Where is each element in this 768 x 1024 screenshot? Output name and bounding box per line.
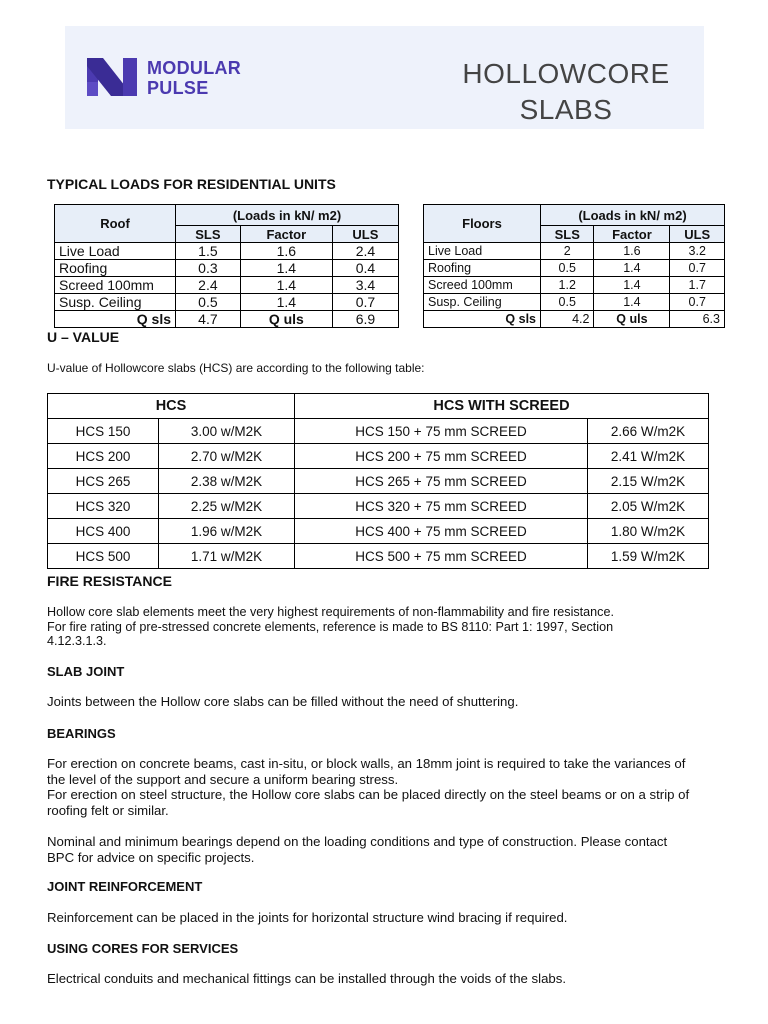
hcs-type: HCS 400 — [48, 519, 159, 544]
sls-value: 1.2 — [541, 277, 594, 294]
table-row — [48, 519, 709, 544]
row-label: Screed 100mm — [55, 277, 176, 294]
uls-value: 0.7 — [670, 260, 725, 277]
q-sls-value: 4.7 — [176, 311, 241, 328]
col-hcs: HCS — [48, 394, 295, 419]
roof-col-uls: ULS — [332, 226, 398, 243]
hcs-u-value: 2.70 w/M2K — [159, 444, 295, 469]
uls-value: 3.2 — [670, 243, 725, 260]
brand-line-2: PULSE — [147, 78, 209, 98]
table-row — [424, 294, 725, 311]
fire-line-1: Hollow core slab elements meet the very highest requirements of non-flammability and fire resistance. — [47, 605, 614, 619]
uls-value: 1.7 — [670, 277, 725, 294]
table-row — [48, 494, 709, 519]
factor-value: 1.6 — [240, 243, 332, 260]
screed-u-value: 2.15 W/m2K — [588, 469, 709, 494]
uls-value: 0.7 — [670, 294, 725, 311]
bearings-para-2: For erection on steel structure, the Hollow core slabs can be placed directly on the steel beams or on a strip of roofing felt or similar. — [47, 787, 690, 818]
table-row — [48, 469, 709, 494]
table-row — [424, 260, 725, 277]
screed-type: HCS 265 + 75 mm SCREED — [295, 469, 588, 494]
fire-line-2: For fire rating of pre-stressed concrete elements, reference is made to BS 8110: Part 1: 1997, Section 4.12.3.1.3. — [47, 619, 614, 648]
fire-resistance-text — [47, 605, 727, 649]
row-label: Roofing — [55, 260, 176, 277]
roof-loads-table — [54, 204, 399, 328]
sls-value: 2.4 — [176, 277, 241, 294]
row-label: Live Load — [55, 243, 176, 260]
row-label: Roofing — [424, 260, 541, 277]
q-sls-label: Q sls — [424, 311, 541, 328]
uls-value: 0.4 — [332, 260, 398, 277]
factor-value: 1.6 — [594, 243, 670, 260]
screed-type: HCS 320 + 75 mm SCREED — [295, 494, 588, 519]
row-label: Live Load — [424, 243, 541, 260]
title-line-2: SLABS — [519, 94, 613, 125]
q-uls-label: Q uls — [594, 311, 670, 328]
q-sls-value: 4.2 — [541, 311, 594, 328]
factor-value: 1.4 — [594, 277, 670, 294]
roof-col-sls: SLS — [176, 226, 241, 243]
u-value-intro: U-value of Hollowcore slabs (HCS) are according to the following table: — [47, 361, 425, 375]
hcs-u-value: 2.38 w/M2K — [159, 469, 295, 494]
sls-value: 0.3 — [176, 260, 241, 277]
factor-value: 1.4 — [240, 260, 332, 277]
bearings-text — [47, 756, 697, 865]
document-header — [65, 26, 704, 129]
hcs-type: HCS 150 — [48, 419, 159, 444]
factor-value: 1.4 — [594, 294, 670, 311]
row-label: Susp. Ceiling — [424, 294, 541, 311]
screed-type: HCS 200 + 75 mm SCREED — [295, 444, 588, 469]
sls-value: 0.5 — [541, 260, 594, 277]
sls-value: 2 — [541, 243, 594, 260]
uls-value: 3.4 — [332, 277, 398, 294]
fire-resistance-heading: FIRE RESISTANCE — [47, 573, 172, 589]
table-row — [48, 544, 709, 569]
q-uls-value: 6.9 — [332, 311, 398, 328]
typical-loads-heading: TYPICAL LOADS FOR RESIDENTIAL UNITS — [47, 176, 336, 192]
hcs-u-value: 1.71 w/M2K — [159, 544, 295, 569]
table-row — [48, 444, 709, 469]
q-uls-label: Q uls — [240, 311, 332, 328]
roof-group-header: (Loads in kN/ m2) — [176, 205, 399, 226]
sls-value: 1.5 — [176, 243, 241, 260]
joint-reinforcement-heading: JOINT REINFORCEMENT — [47, 879, 203, 894]
brand-name — [147, 58, 241, 98]
floors-col-sls: SLS — [541, 226, 594, 243]
u-value-table — [47, 393, 709, 569]
joint-reinforcement-text: Reinforcement can be placed in the joints for horizontal structure wind bracing if required. — [47, 910, 568, 925]
factor-value: 1.4 — [594, 260, 670, 277]
slab-joint-text: Joints between the Hollow core slabs can be filled without the need of shuttering. — [47, 694, 519, 709]
roof-col-factor: Factor — [240, 226, 332, 243]
screed-u-value: 1.59 W/m2K — [588, 544, 709, 569]
using-cores-heading: USING CORES FOR SERVICES — [47, 941, 239, 956]
bearings-para-3: Nominal and minimum bearings depend on the loading conditions and type of construction. Please contact BPC for advice on specific projects. — [47, 834, 668, 865]
floors-loads-table — [423, 204, 725, 328]
total-row — [55, 311, 399, 328]
u-value-heading: U – VALUE — [47, 329, 120, 345]
uls-value: 2.4 — [332, 243, 398, 260]
bearings-heading: BEARINGS — [47, 726, 116, 741]
sls-value: 0.5 — [176, 294, 241, 311]
table-row — [48, 419, 709, 444]
table-row — [424, 277, 725, 294]
table-row — [55, 243, 399, 260]
screed-u-value: 2.66 W/m2K — [588, 419, 709, 444]
using-cores-text: Electrical conduits and mechanical fittings can be installed through the voids of the slabs. — [47, 971, 567, 986]
factor-value: 1.4 — [240, 277, 332, 294]
hcs-u-value: 2.25 w/M2K — [159, 494, 295, 519]
hcs-u-value: 1.96 w/M2K — [159, 519, 295, 544]
hcs-type: HCS 500 — [48, 544, 159, 569]
screed-type: HCS 500 + 75 mm SCREED — [295, 544, 588, 569]
hcs-u-value: 3.00 w/M2K — [159, 419, 295, 444]
floors-group-header: (Loads in kN/ m2) — [541, 205, 725, 226]
hcs-type: HCS 200 — [48, 444, 159, 469]
q-sls-label: Q sls — [55, 311, 176, 328]
sls-value: 0.5 — [541, 294, 594, 311]
uls-value: 0.7 — [332, 294, 398, 311]
q-uls-value: 6.3 — [670, 311, 725, 328]
floors-title: Floors — [424, 205, 541, 243]
document-title — [456, 56, 676, 128]
screed-u-value: 1.80 W/m2K — [588, 519, 709, 544]
slab-joint-heading: SLAB JOINT — [47, 664, 125, 679]
bearings-para-1: For erection on concrete beams, cast in-situ, or block walls, an 18mm joint is required to take the variances of the level of the support and secure a uniform bearing stress. — [47, 756, 686, 787]
table-row — [55, 260, 399, 277]
factor-value: 1.4 — [240, 294, 332, 311]
table-row — [55, 294, 399, 311]
screed-type: HCS 150 + 75 mm SCREED — [295, 419, 588, 444]
row-label: Screed 100mm — [424, 277, 541, 294]
brand-line-1: MODULAR — [147, 58, 242, 78]
table-row — [55, 277, 399, 294]
table-row — [424, 243, 725, 260]
floors-col-uls: ULS — [670, 226, 725, 243]
screed-u-value: 2.05 W/m2K — [588, 494, 709, 519]
screed-u-value: 2.41 W/m2K — [588, 444, 709, 469]
title-line-1: HOLLOWCORE — [462, 58, 670, 89]
total-row — [424, 311, 725, 328]
roof-title: Roof — [55, 205, 176, 243]
screed-type: HCS 400 + 75 mm SCREED — [295, 519, 588, 544]
floors-col-factor: Factor — [594, 226, 670, 243]
row-label: Susp. Ceiling — [55, 294, 176, 311]
hcs-type: HCS 265 — [48, 469, 159, 494]
modular-pulse-logo-icon — [87, 58, 139, 96]
hcs-type: HCS 320 — [48, 494, 159, 519]
col-hcs-with-screed: HCS WITH SCREED — [295, 394, 709, 419]
